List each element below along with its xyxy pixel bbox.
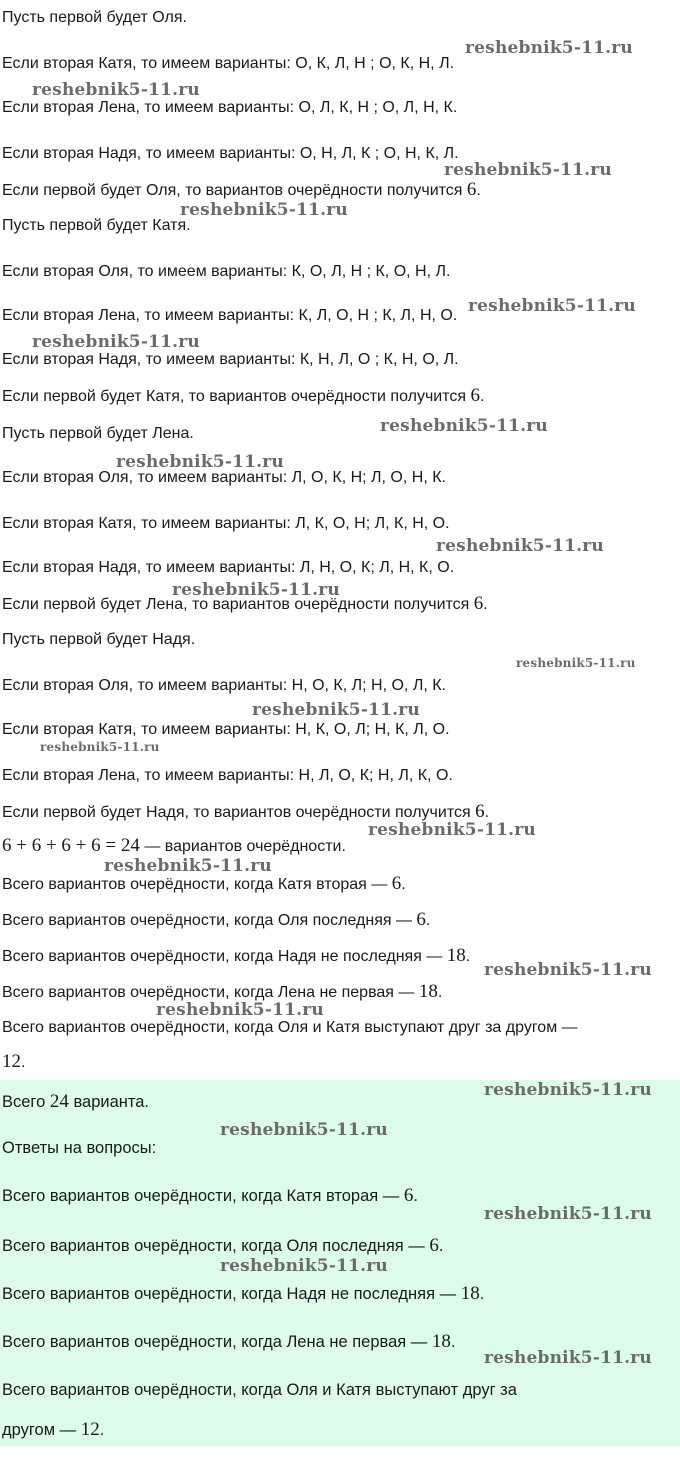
line-text: Если вторая Лена, то имеем варианты: О, Л, К, Н ; О, Л, Н, К. bbox=[2, 99, 458, 116]
line-text: Всего вариантов очерёдности, когда Катя вторая — bbox=[2, 876, 392, 893]
text-line bbox=[2, 424, 194, 444]
line-text: Пусть первой будет Катя. bbox=[2, 217, 191, 234]
math-number: 18 bbox=[431, 1331, 451, 1352]
answer-line bbox=[2, 1138, 156, 1158]
line-punctuation: . bbox=[480, 388, 485, 405]
line-text: Если вторая Надя, то имеем варианты: О, Н, Л, К ; О, Н, К, Л. bbox=[2, 145, 459, 162]
text-line bbox=[2, 54, 454, 74]
math-number: 6 bbox=[473, 593, 484, 614]
line-punctuation: . bbox=[99, 1421, 105, 1439]
math-number: 24 bbox=[49, 1091, 69, 1112]
line-text: Если вторая Катя, то имеем варианты: Н, К, О, Л; Н, К, Л, О. bbox=[2, 721, 450, 738]
answer-line bbox=[2, 1284, 484, 1304]
text-line bbox=[2, 262, 450, 282]
watermark: reshebnik5-11.ru bbox=[32, 80, 200, 100]
math-number: 18 bbox=[418, 981, 438, 1002]
line-punctuation: . bbox=[483, 596, 488, 613]
math-number: 18 bbox=[460, 1283, 480, 1304]
text-line bbox=[2, 1052, 25, 1073]
line-text: Всего вариантов очерёдности, когда Лена не первая — bbox=[2, 984, 419, 1001]
line-text: Всего вариантов очерёдности, когда Надя не последняя — bbox=[2, 1285, 461, 1303]
line-text: Если вторая Катя, то имеем варианты: Л, К, О, Н; Л, К, Н, О. bbox=[2, 515, 450, 532]
text-line bbox=[2, 676, 446, 696]
watermark: reshebnik5-11.ru bbox=[104, 856, 272, 876]
text-line bbox=[2, 594, 488, 615]
line-text: Всего вариантов очерёдности, когда Оля последняя — bbox=[2, 912, 417, 929]
math-number: 6 bbox=[429, 1235, 439, 1256]
answer-line bbox=[2, 1420, 104, 1440]
text-line bbox=[2, 514, 450, 534]
watermark: reshebnik5-11.ru bbox=[172, 580, 340, 600]
math-number: 6 bbox=[403, 1185, 414, 1206]
line-text: Всего вариантов очерёдности, когда Оля последняя — bbox=[2, 1237, 430, 1255]
text-line bbox=[2, 8, 187, 28]
line-punctuation: . bbox=[450, 1333, 456, 1351]
line-text: другом — bbox=[2, 1421, 81, 1439]
line-text: — вариантов очерёдности. bbox=[139, 838, 346, 855]
text-line bbox=[2, 910, 430, 931]
line-text: Всего вариантов очерёдности, когда Катя вторая — bbox=[2, 1187, 404, 1205]
math-number: 12 bbox=[80, 1419, 100, 1440]
line-punctuation: . bbox=[465, 948, 471, 965]
text-line bbox=[2, 946, 470, 967]
line-text: Всего bbox=[2, 1093, 50, 1111]
watermark: reshebnik5-11.ru bbox=[220, 1256, 388, 1276]
math-number: 6 bbox=[470, 385, 480, 406]
math-number: 12 bbox=[2, 1051, 21, 1072]
watermark: reshebnik5-11.ru bbox=[156, 1000, 324, 1020]
line-text: Пусть первой будет Лена. bbox=[2, 425, 194, 442]
watermark: reshebnik5-11.ru bbox=[436, 536, 604, 556]
line-text: Если вторая Оля, то имеем варианты: К, О, Л, Н ; К, О, Н, Л. bbox=[2, 263, 451, 280]
line-text: Если вторая Катя, то имеем варианты: О, К, Л, Н ; О, К, Н, Л. bbox=[2, 55, 455, 72]
line-text: Если первой будет Оля, то вариантов очерёдности получится bbox=[2, 182, 467, 199]
watermark: reshebnik5-11.ru bbox=[380, 416, 548, 436]
answer-line bbox=[2, 1186, 418, 1206]
line-text: Всего вариантов очерёдности, когда Оля и Катя выступают друг за другом — bbox=[2, 1019, 578, 1036]
line-punctuation: . bbox=[437, 984, 443, 1001]
line-punctuation: . bbox=[476, 182, 481, 199]
text-line bbox=[2, 630, 195, 650]
line-text: Если вторая Лена, то имеем варианты: К, Л, О, Н ; К, Л, Н, О. bbox=[2, 307, 458, 324]
line-punctuation: . bbox=[401, 876, 406, 893]
line-text: Всего вариантов очерёдности, когда Оля и Катя выступают друг за bbox=[2, 1381, 517, 1399]
watermark: reshebnik5-11.ru bbox=[468, 296, 636, 316]
watermark: reshebnik5-11.ru bbox=[252, 700, 420, 720]
text-line bbox=[2, 982, 442, 1003]
math-number: 18 bbox=[446, 945, 466, 966]
text-line bbox=[2, 98, 457, 118]
line-text: Если первой будет Лена, то вариантов очерёдности получится bbox=[2, 596, 474, 613]
text-line bbox=[2, 720, 450, 740]
line-text: Если первой будет Катя, то вариантов очерёдности получится bbox=[2, 388, 471, 405]
line-text: Всего вариантов очерёдности, когда Надя не последняя — bbox=[2, 948, 447, 965]
line-punctuation: . bbox=[484, 804, 490, 821]
answer-line bbox=[2, 1332, 455, 1352]
line-punctuation: . bbox=[479, 1285, 485, 1303]
watermark: reshebnik5-11.ru bbox=[40, 740, 160, 754]
watermark: reshebnik5-11.ru bbox=[444, 160, 612, 180]
watermark: reshebnik5-11.ru bbox=[180, 200, 348, 220]
math-number: 6 bbox=[416, 909, 426, 930]
line-text: Если первой будет Надя, то вариантов очерёдности получится bbox=[2, 804, 476, 821]
watermark: reshebnik5-11.ru bbox=[484, 960, 652, 980]
line-text: Если вторая Оля, то имеем варианты: Н, О, К, Л; Н, О, Л, К. bbox=[2, 677, 446, 694]
watermark: reshebnik5-11.ru bbox=[516, 656, 636, 670]
line-punctuation: . bbox=[21, 1054, 26, 1071]
text-line bbox=[2, 766, 453, 786]
watermark: reshebnik5-11.ru bbox=[116, 452, 284, 472]
line-text: Всего вариантов очерёдности, когда Лена не первая — bbox=[2, 1333, 432, 1351]
line-text: Ответы на вопросы: bbox=[2, 1139, 157, 1157]
line-text: Если вторая Лена, то имеем варианты: Н, Л, О, К; Н, Л, К, О. bbox=[2, 767, 453, 784]
watermark: reshebnik5-11.ru bbox=[484, 1080, 652, 1100]
text-line bbox=[2, 350, 459, 370]
text-line bbox=[2, 836, 346, 857]
line-punctuation: . bbox=[425, 912, 431, 929]
math-expression: 6 + 6 + 6 + 6 = 24 bbox=[2, 835, 140, 856]
watermark: reshebnik5-11.ru bbox=[465, 38, 633, 58]
line-text: Пусть первой будет Надя. bbox=[2, 631, 196, 648]
watermark: reshebnik5-11.ru bbox=[484, 1348, 652, 1368]
text-line bbox=[2, 386, 484, 407]
text-line bbox=[2, 874, 406, 895]
text-line bbox=[2, 144, 459, 164]
answer-line bbox=[2, 1236, 443, 1256]
answer-line bbox=[2, 1380, 517, 1400]
line-punctuation: варианта. bbox=[68, 1093, 150, 1111]
text-line bbox=[2, 558, 454, 578]
math-number: 6 bbox=[391, 873, 402, 894]
text-line bbox=[2, 1018, 578, 1038]
line-text: Если вторая Надя, то имеем варианты: Л, Н, О, К; Л, Н, К, О. bbox=[2, 559, 455, 576]
math-number: 6 bbox=[475, 801, 485, 822]
line-text: Пусть первой будет Оля. bbox=[2, 9, 187, 26]
text-line bbox=[2, 802, 489, 823]
text-line bbox=[2, 468, 446, 488]
watermark: reshebnik5-11.ru bbox=[484, 1204, 652, 1224]
watermark: reshebnik5-11.ru bbox=[32, 332, 200, 352]
math-number: 6 bbox=[466, 179, 477, 200]
watermark: reshebnik5-11.ru bbox=[220, 1120, 388, 1140]
line-punctuation: . bbox=[438, 1237, 444, 1255]
watermark: reshebnik5-11.ru bbox=[368, 820, 536, 840]
line-punctuation: . bbox=[413, 1187, 418, 1205]
line-text: Если вторая Надя, то имеем варианты: К, Н, Л, О ; К, Н, О, Л. bbox=[2, 351, 459, 368]
line-text: Если вторая Оля, то имеем варианты: Л, О, К, Н; Л, О, Н, К. bbox=[2, 469, 446, 486]
answer-line bbox=[2, 1092, 149, 1112]
text-line bbox=[2, 180, 481, 201]
text-line bbox=[2, 306, 457, 326]
text-line bbox=[2, 216, 191, 236]
